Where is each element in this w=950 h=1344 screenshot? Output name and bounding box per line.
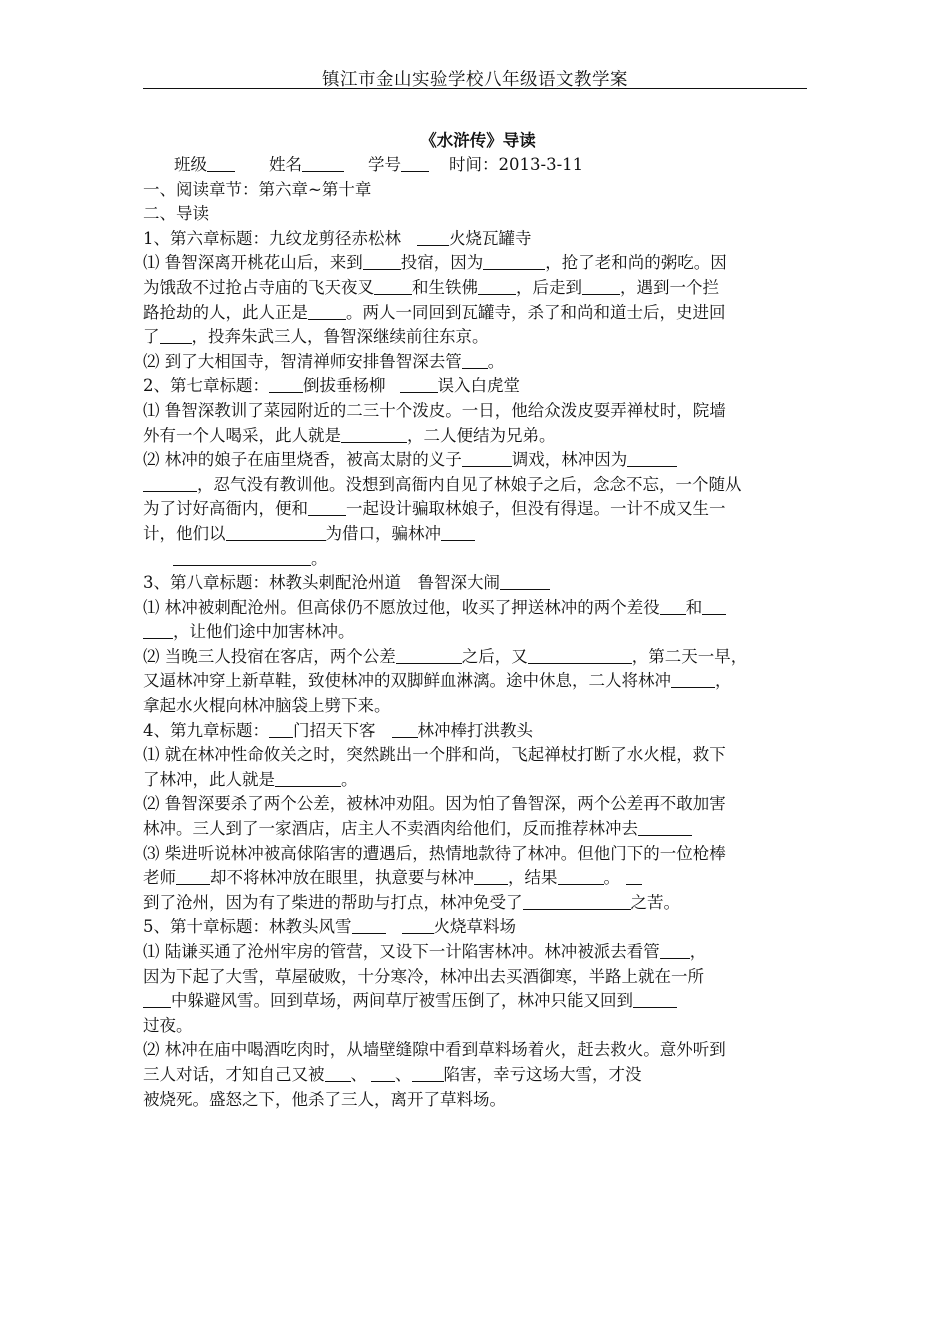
ch7-title-blank-1[interactable] xyxy=(269,378,303,393)
ch8-p1-line2: ，让他们途中加害林冲。 xyxy=(143,620,813,645)
ch8-blank-2[interactable] xyxy=(702,600,726,615)
ch7-blank-7[interactable] xyxy=(441,526,475,541)
ch9-p2-line2: 林冲。三人到了一家酒店，店主人不卖酒肉给他们，反而推荐林冲去 xyxy=(143,817,813,842)
ch7-p1-line2: 外有一个人喝采，此人就是 ，二人便结为兄弟。 xyxy=(143,425,556,445)
ch9-blank-7[interactable] xyxy=(523,895,631,910)
document-title: 《水浒传》导读 xyxy=(420,131,536,150)
page-header: 镇江市金山实验学校八年级语文教学案 xyxy=(322,70,628,90)
ch6-blank-7[interactable] xyxy=(160,329,192,344)
ch7-blank-1[interactable] xyxy=(341,428,407,443)
ch7-title-blank-2[interactable] xyxy=(400,378,438,393)
ch8-p2-line2: 又逼林冲穿上新草鞋，致使林冲的双脚鲜血淋漓。途中休息，二人将林冲 ， xyxy=(143,671,732,691)
time-value: 2013-3-11 xyxy=(498,155,584,174)
ch7-title: 2、第七章标题： 倒拔垂杨柳 误入白虎堂 xyxy=(143,376,520,396)
ch6-blank-8[interactable] xyxy=(462,354,488,369)
ch7-blank-6[interactable] xyxy=(226,526,326,541)
section-reading-chapters: 一、阅读章节：第六章~第十章 xyxy=(143,179,372,199)
ch7-blank-4[interactable] xyxy=(143,477,197,492)
ch9-blank-3[interactable] xyxy=(176,870,210,885)
ch7-p2-line5: 。 xyxy=(143,547,813,572)
ch10-p1-line1: ⑴ 陆谦买通了沧州牢房的管营，又设下一计陷害林冲。林冲被派去看管 ， xyxy=(143,942,707,961)
ch8-p2-line1: ⑵ 当晚三人投宿在客店，两个公差 之后，又 ，第二天一早， xyxy=(143,646,748,666)
ch9-blank-5[interactable] xyxy=(558,870,604,885)
ch9-p3-line3: 到了沧州，因为有了柴进的帮助与打点，林冲免受了 之苦。 xyxy=(143,892,680,912)
ch7-blank-2[interactable] xyxy=(462,452,512,467)
ch9-blank-2[interactable] xyxy=(638,821,692,836)
ch10-blank-3[interactable] xyxy=(633,993,677,1008)
ch9-p1-line2: 了林冲，此人就是 。 xyxy=(143,769,358,789)
ch8-p1-line1: ⑴ 林冲被刺配沧州。但高俅仍不愿放过他，收买了押送林冲的两个差役 和 xyxy=(143,596,813,621)
ch6-p1-line3: 路抢劫的人，此人正是 。两人一同回到瓦罐寺，杀了和尚和道士后，史进回 xyxy=(143,302,726,322)
ch10-p2-line1: ⑵ 林冲在庙中喝酒吃肉时，从墙壁缝隙中看到草料场着火，赶去救火。意外听到 xyxy=(143,1040,726,1060)
ch8-blank-1[interactable] xyxy=(660,600,686,615)
ch10-blank-5[interactable] xyxy=(371,1067,395,1082)
ch9-title-blank-2[interactable] xyxy=(392,723,418,738)
ch7-blank-3[interactable] xyxy=(627,452,677,467)
name-blank[interactable] xyxy=(302,157,344,172)
ch9-p2-line1: ⑵ 鲁智深要杀了两个公差，被林冲劝阻。因为怕了鲁智深，两个公差再不敢加害 xyxy=(143,794,726,814)
ch10-blank-2[interactable] xyxy=(143,993,171,1008)
class-label: 班级 xyxy=(174,155,207,174)
ch10-blank-1[interactable] xyxy=(660,944,690,959)
ch8-blank-6[interactable] xyxy=(671,673,715,688)
ch8-blank-4[interactable] xyxy=(396,649,462,664)
class-blank[interactable] xyxy=(207,157,235,172)
ch9-blank-1[interactable] xyxy=(275,772,341,787)
id-blank[interactable] xyxy=(401,157,429,172)
ch9-p1-line1: ⑴ 就在林冲性命攸关之时，突然跳出一个胖和尚，飞起禅杖打断了水火棍，救下 xyxy=(143,745,726,765)
time-label: 时间： xyxy=(449,155,499,174)
ch10-p2-line2: 三人对话，才知自己又被 、 、 陷害，幸亏这场大雪，才没 xyxy=(143,1064,642,1084)
ch9-title: 4、第九章标题： 门招天下客 林冲棒打洪教头 xyxy=(143,720,533,740)
header-rule xyxy=(143,88,807,89)
ch8-blank-5[interactable] xyxy=(528,649,632,664)
ch9-blank-6[interactable] xyxy=(626,870,642,885)
section-guide: 二、导读 xyxy=(143,204,209,224)
ch7-p2-line3: 为了讨好高衙内，便和 一起设计骗取林娘子，但没有得逞。一计不成又生一 xyxy=(143,499,726,519)
ch10-p2-line3: 被烧死。盛怒之下，他杀了三人，离开了草料场。 xyxy=(143,1089,506,1109)
ch6-p1-line1: ⑴ 鲁智深离开桃花山后，来到 投宿，因为 ，抢了老和尚的粥吃。因 xyxy=(143,253,727,273)
ch6-blank-5[interactable] xyxy=(582,280,620,295)
ch6-title-blank[interactable] xyxy=(417,231,449,246)
document-body xyxy=(143,129,813,1112)
ch10-blank-4[interactable] xyxy=(325,1067,351,1082)
ch6-blank-2[interactable] xyxy=(483,255,545,270)
ch9-title-blank-1[interactable] xyxy=(269,723,293,738)
ch6-blank-3[interactable] xyxy=(374,280,412,295)
ch6-blank-1[interactable] xyxy=(363,255,401,270)
ch9-p3-line2: 老师 却不将林冲放在眼里，执意要与林冲 ，结果 。 xyxy=(143,866,813,891)
ch6-p1-line2: 为饿敌不过抢占寺庙的飞天夜叉 和生铁佛 ，后走到 ，遇到一个拦 xyxy=(143,277,719,297)
id-label: 学号 xyxy=(368,155,401,174)
ch10-p1-line2: 因为下起了大雪，草屋破败，十分寒冷，林冲出去买酒御寒，半路上就在一所 xyxy=(143,966,704,986)
name-label: 姓名 xyxy=(269,155,302,174)
ch7-p1-line1: ⑴ 鲁智深教训了菜园附近的二三十个泼皮。一日，他给众泼皮耍弄禅杖时，院墙 xyxy=(143,400,726,420)
ch7-p2-line4: 计，他们以 为借口，骗林冲 xyxy=(143,522,813,547)
ch8-title: 3、第八章标题：林教头刺配沧州道 鲁智深大闹 xyxy=(143,571,813,596)
ch10-title-blank-1[interactable] xyxy=(352,919,386,934)
ch8-blank-3[interactable] xyxy=(143,624,173,639)
ch7-p2-line1: ⑵ 林冲的娘子在庙里烧香，被高太尉的义子 调戏，林冲因为 xyxy=(143,448,813,473)
ch6-title: 1、第六章标题：九纹龙剪径赤松林 火烧瓦罐寺 xyxy=(143,228,532,248)
ch10-p1-line3: 中躲避风雪。回到草场，两间草厅被雪压倒了，林冲只能又回到 xyxy=(143,989,813,1014)
ch6-blank-6[interactable] xyxy=(308,305,346,320)
ch6-blank-4[interactable] xyxy=(478,280,516,295)
ch9-p3-line1: ⑶ 柴进听说林冲被高俅陷害的遭遇后，热情地款待了林冲。但他门下的一位枪棒 xyxy=(143,843,726,863)
ch10-title-blank-2[interactable] xyxy=(402,919,434,934)
ch10-blank-6[interactable] xyxy=(412,1067,444,1082)
ch7-p2-line2: ，忍气没有教训他。没想到高衙内自见了林娘子之后，念念不忘，一个随从 xyxy=(143,473,813,498)
ch7-blank-8[interactable] xyxy=(173,551,311,566)
ch7-blank-5[interactable] xyxy=(308,501,346,516)
ch8-title-blank[interactable] xyxy=(500,575,550,590)
info-line xyxy=(143,153,813,178)
ch6-p2: ⑵ 到了大相国寺，智清禅师安排鲁智深去管 。 xyxy=(143,351,505,371)
ch10-p1-line4: 过夜。 xyxy=(143,1015,193,1035)
ch10-title: 5、第十章标题：林教头风雪 火烧草料场 xyxy=(143,917,516,937)
ch8-p2-line3: 拿起水火棍向林冲脑袋上劈下来。 xyxy=(143,696,391,716)
ch6-p1-line4: 了 ，投奔朱武三人，鲁智深继续前往东京。 xyxy=(143,327,489,347)
ch9-blank-4[interactable] xyxy=(474,870,508,885)
